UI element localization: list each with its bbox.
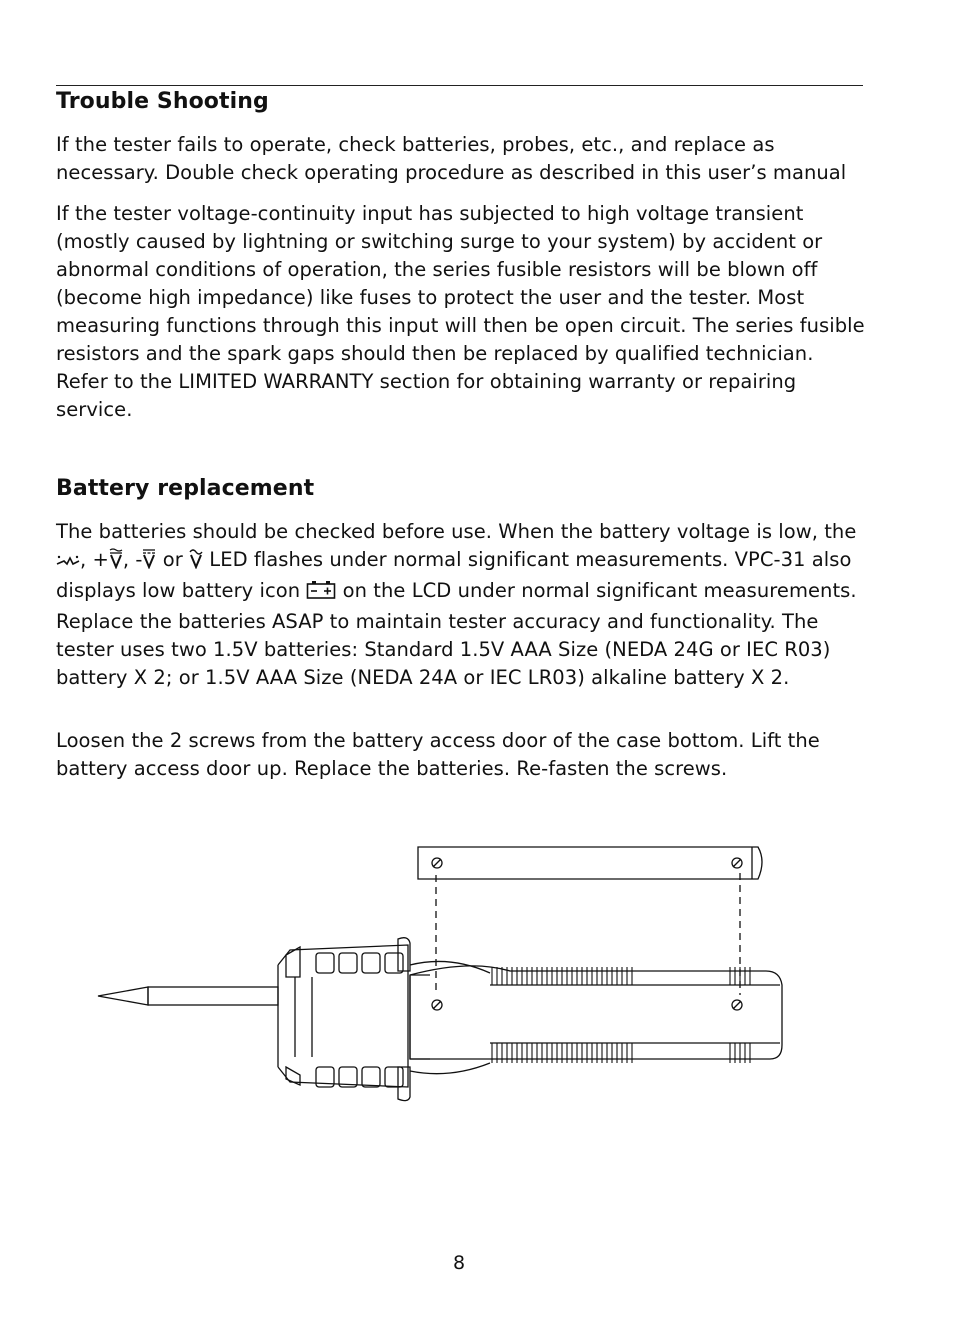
probe-shaft xyxy=(148,987,278,1005)
battery-paragraph-2: Loosen the 2 screws from the battery access door of the case bottom. Lift the battery access door up. Replace the batteries. Re-fasten the screws. xyxy=(56,729,820,780)
probe-tip xyxy=(98,987,148,1005)
top-rule xyxy=(56,85,863,86)
low-battery-icon xyxy=(306,580,336,608)
trouble-paragraph-2: If the tester voltage-continuity input has subjected to high voltage transient (mostly caused by lightning or switching surge to your system) by accident or abnormal conditions of operation, the series fusible resistors will be blown off (become high impedance) like fuses to protect the user and the tester. Most measuring functions through this input will then be open circuit. The series fusible resistors and the spark gaps should then be replaced by qualified technician. Refer to the LIMITED WARRANTY section for obtaining warranty or repairing service. xyxy=(56,202,865,421)
section-title-battery-replacement: Battery replacement xyxy=(56,476,315,501)
battery-text-c: on the LCD under normal significant measurements. Replace the batteries ASAP to maintain tester accuracy and functionality. The tester uses two 1.5V batteries: Standard 1.5V AAA Size (NEDA 24G or IEC R03) battery X 2; or 1.5V AAA Size (NEDA 24A or IEC LR03) alkaline battery X 2. xyxy=(56,579,857,689)
front-collar xyxy=(278,945,408,1087)
trouble-paragraph-1: If the tester fails to operate, check batteries, probes, etc., and replace as necessary. Double check operating procedure as described in this user’s manual xyxy=(56,133,847,184)
battery-text-b: LED flashes under normal significant measurements. VPC-31 also displays low battery icon xyxy=(56,548,852,602)
battery-text-sep2: , - xyxy=(122,548,143,571)
battery-door xyxy=(418,847,762,879)
page-number: 8 xyxy=(452,1252,466,1274)
handle-body xyxy=(410,966,782,1059)
battery-paragraph-1 xyxy=(56,518,866,692)
battery-text-or: or xyxy=(156,548,190,571)
battery-door-diagram xyxy=(90,835,790,1110)
battery-text-a: The batteries should be checked before use. When the battery voltage is low, the xyxy=(56,520,857,543)
section-title-trouble-shooting: Trouble Shooting xyxy=(56,89,269,114)
continuity-icon xyxy=(56,549,80,577)
voltage-plus-icon xyxy=(109,547,123,577)
voltage-minus-icon xyxy=(142,547,156,577)
battery-text-sep1: , + xyxy=(80,548,109,571)
ac-voltage-icon xyxy=(189,547,203,577)
